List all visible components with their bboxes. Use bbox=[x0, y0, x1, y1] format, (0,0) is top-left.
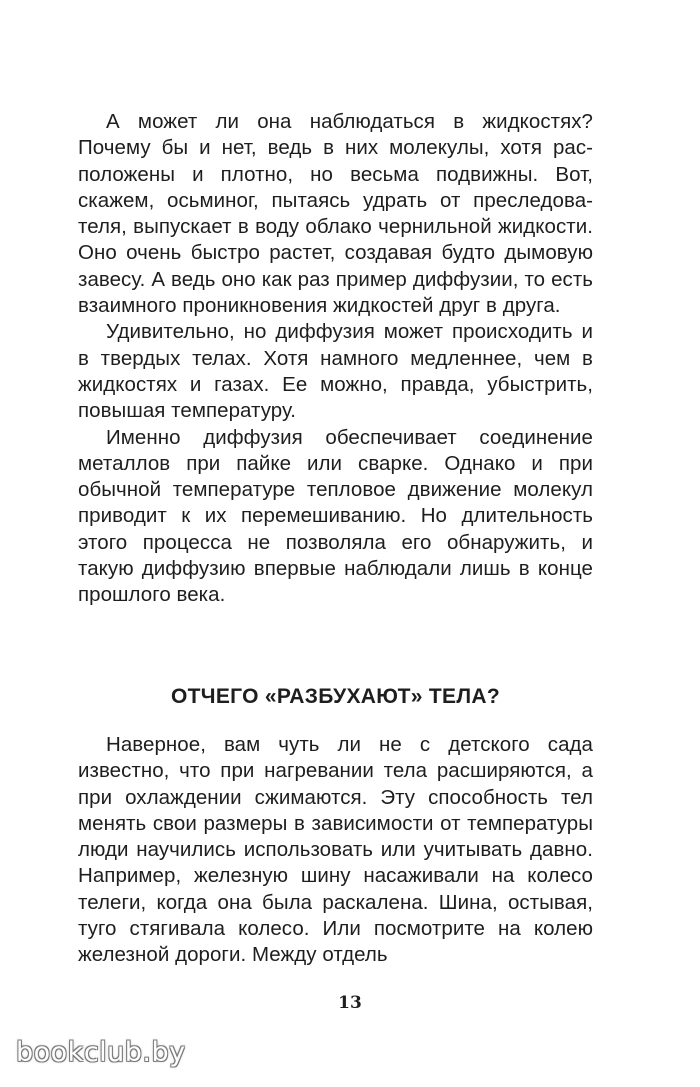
paragraph-solids-diffusion: Удивительно, но диффузия может происходить и в твердых телах. Хотя намного медленнее, чем в жидкостях и газах. Ее можно, правда, убыстрить, повышая температуру. bbox=[78, 320, 593, 423]
section-1-body bbox=[78, 109, 593, 609]
section-heading: ОТЧЕГО «РАЗБУХАЮТ» ТЕЛА? bbox=[171, 685, 500, 708]
page-number: 13 bbox=[338, 993, 362, 1013]
section-2-body bbox=[78, 732, 593, 969]
paragraph-thermal-expansion: Наверное, вам чуть ли не с детского сада известно, что при нагревании тела расширяются, а при охлаждении сжимаются. Эту способность тел менять свои размеры в зависимости от температуры люди научились использовать или учитывать давно. Например, железную шину насаживали на колесо телеги, когда она была раскалена. Шина, остывая, туго стягивала колесо. Или посмотрите на колею железной дороги. Между отдель bbox=[78, 733, 593, 967]
paragraph-soldering-welding: Именно диффузия обеспечивает соединение металлов при пайке или сварке. Однако и при обычной температуре тепловое движение молекул приводит к их перемешиванию. Но длительность этого процесса не позволяла его обнаружить, и такую диффузию впервые наблюдали лишь в конце прошлого века. bbox=[78, 425, 593, 607]
watermark-logo: bookclub.by bbox=[16, 1037, 186, 1068]
paragraph-liquids-diffusion: А может ли она наблюдаться в жидкостях? Почему бы и нет, ведь в них молекулы, хотя расположены и плотно, но весьма подвижны. Вот, скажем, осьминог, пытаясь удрать от преследователя, выпускает в воду облако чернильной жидкости. Оно очень быстро растет, создавая будто дымовую завесу. А ведь оно как раз пример диффузии, то есть взаимного проникновения жидкостей друг в друга. bbox=[78, 110, 593, 318]
